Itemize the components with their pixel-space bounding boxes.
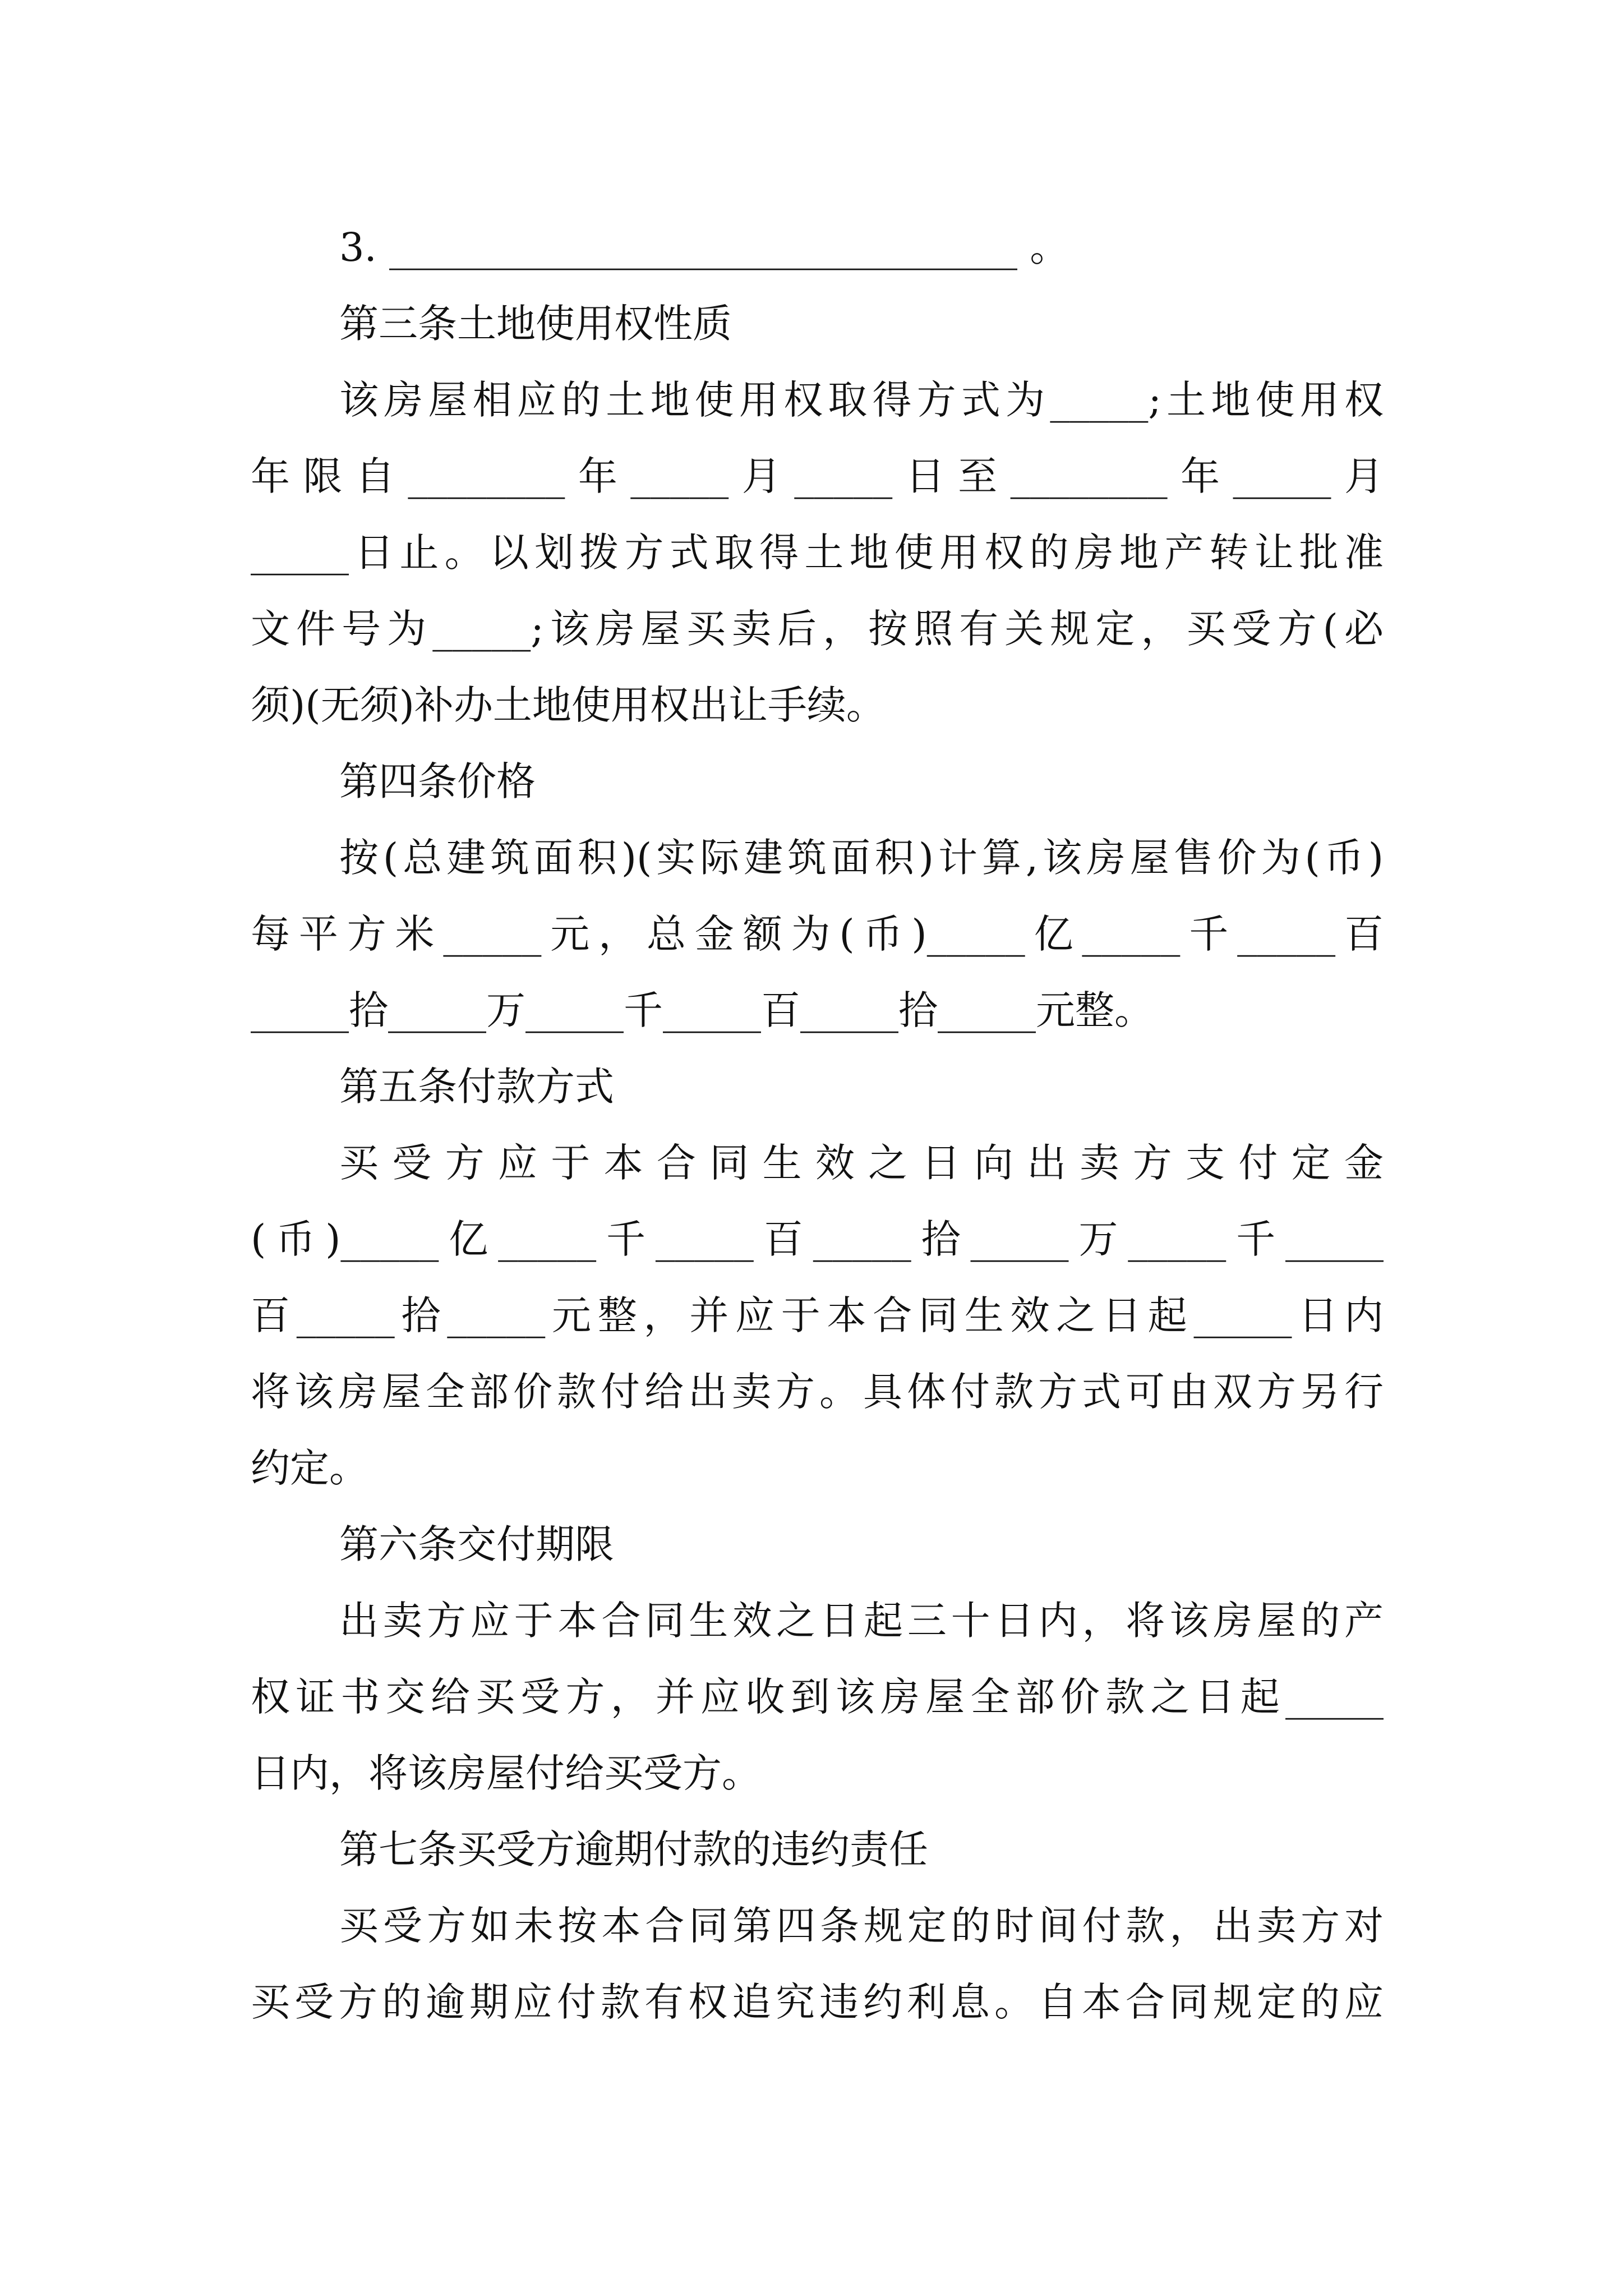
article-6-paragraph-line: 出卖方应于本合同生效之日起三十日内，将该房屋的产 <box>339 1598 1384 1644</box>
article-7-paragraph-line: 买受方的逾期应付款有权追究违约利息。自本合同规定的应 <box>251 1979 1384 2025</box>
article-6-heading: 第六条交付期限 <box>339 1521 614 1567</box>
article-6-paragraph-line: 权证书交给买受方，并应收到该房屋全部价款之日起_____ <box>251 1674 1384 1720</box>
article-3-paragraph-line: 该房屋相应的土地使用权取得方式为_____;土地使用权 <box>339 377 1384 423</box>
article-5-paragraph-line: 百_____拾_____元整，并应于本合同生效之日起_____日内 <box>251 1292 1384 1338</box>
article-3-paragraph-line: 须)(无须)补办土地使用权出让手续。 <box>251 682 886 728</box>
article-5-paragraph-line: 将该房屋全部价款付给出卖方。具体付款方式可由双方另行 <box>251 1369 1384 1415</box>
article-5-heading: 第五条付款方式 <box>339 1064 614 1110</box>
article-3-heading: 第三条土地使用权性质 <box>339 301 732 347</box>
article-7-heading: 第七条买受方逾期付款的违约责任 <box>339 1826 928 1872</box>
article-3-paragraph-line: _____日止。以划拨方式取得土地使用权的房地产转让批准 <box>251 530 1384 576</box>
clause-2-item-3-line: 3. ________________________________ 。 <box>339 224 1069 270</box>
article-7-paragraph-line: 买受方如未按本合同第四条规定的时间付款，出卖方对 <box>339 1903 1384 1949</box>
article-3-paragraph-line: 文件号为_____;该房屋买卖后，按照有关规定，买受方(必 <box>251 606 1384 652</box>
article-5-paragraph-line: (币)_____亿_____千_____百_____拾_____万_____千_____ <box>251 1216 1384 1262</box>
article-4-paragraph-line: _____拾_____万_____千_____百_____拾_____元整。 <box>251 987 1154 1033</box>
article-5-paragraph-line: 约定。 <box>251 1445 368 1491</box>
article-4-heading: 第四条价格 <box>339 758 536 804</box>
article-5-paragraph-line: 买受方应于本合同生效之日向出卖方支付定金 <box>339 1140 1384 1186</box>
article-4-paragraph-line: 按(总建筑面积)(实际建筑面积)计算,该房屋售价为(币) <box>339 835 1384 881</box>
article-4-paragraph-line: 每平方米_____元，总金额为(币)_____亿_____千_____百 <box>251 911 1384 957</box>
article-6-paragraph-line: 日内，将该房屋付给买受方。 <box>251 1750 761 1796</box>
article-3-paragraph-line: 年限自________年_____月_____日至________年_____月 <box>251 453 1384 499</box>
